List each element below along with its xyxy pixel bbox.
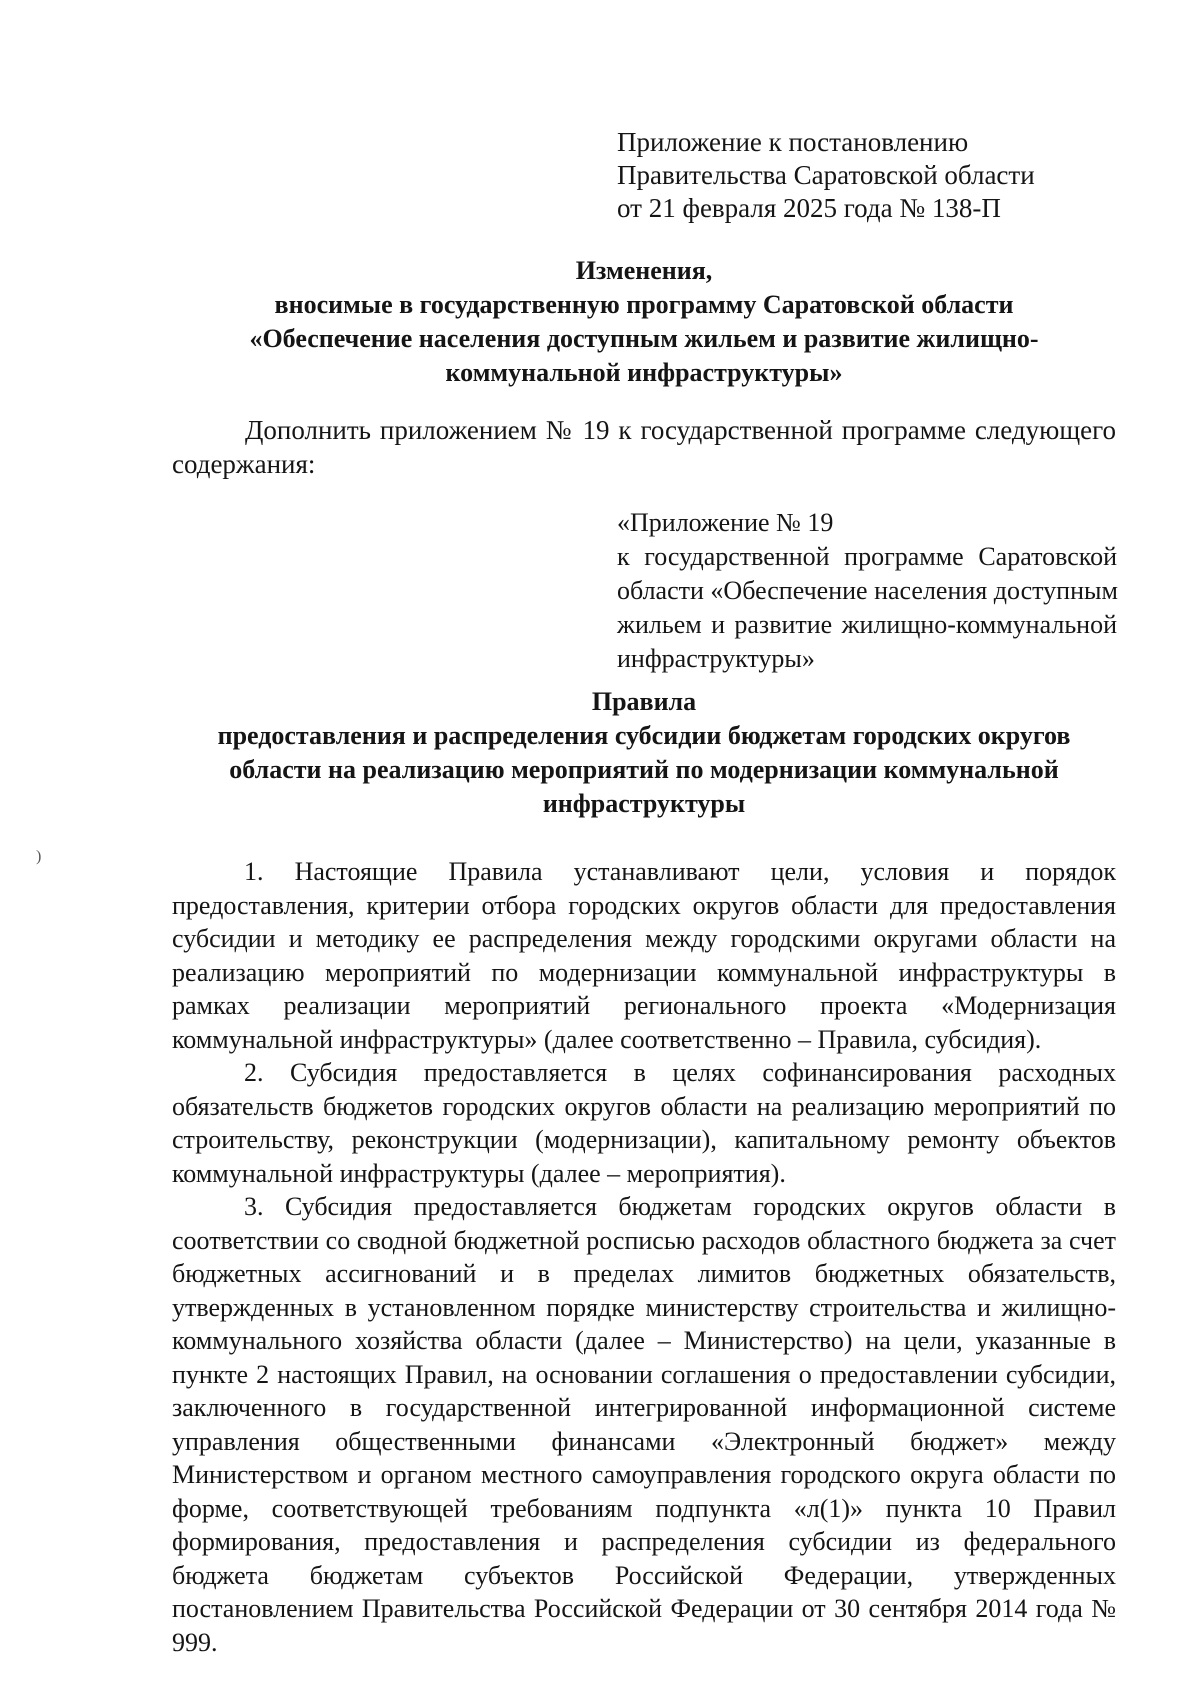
paragraph-3: 3. Субсидия предоставляется бюджетам городских округов области в соответствии со сводной бюджетной росписью расходов областного бюджета за счет бюджетных ассигнований и в пределах лимитов бюджетных обязательств, утвержденных в установленном порядке министерству строительства и жилищно-коммунального хозяйства области (далее – Министерство) на цели, указанные в пункте 2 настоящих Правил, на основании соглашения о предоставлении субсидии, заключенного в государственной интегрированной информационной системе управления общественными финансами «Электронный бюджет» между Министерством и органом местного самоуправления городского округа области по форме, соответствующей требованиям подпункта «л(1)» пункта 10 Правил формирования, предоставления и распределения субсидии из федерального бюджета бюджетам субъектов Российской Федерации, утвержденных постановлением Правительства Российской Федерации от 30 сентября 2014 года № 999.	[172, 1192, 1116, 1657]
header-line: Приложение к постановлению	[617, 127, 969, 157]
margin-mark: )	[36, 848, 42, 865]
paragraph-2: 2. Субсидия предоставляется в целях софинансирования расходных обязательств бюджетов городских округов области на реализацию мероприятий по строительству, реконструкции (модернизации), капитальному ремонту объектов коммунальной инфраструктуры (далее – мероприятия).	[172, 1058, 1116, 1188]
title-line: «Обеспечение населения доступным жильем и развитие жилищно-	[249, 324, 1039, 353]
paragraph-1: 1. Настоящие Правила устанавливают цели, условия и порядок предоставления, критерии отбора городских округов области для предоставления субсидии и методику ее распределения между городскими округами области на реализацию мероприятий по модернизации коммунальной инфраструктуры в рамках реализации мероприятий регионального проекта «Модернизация коммунальной инфраструктуры» (далее соответственно – Правила, субсидия).	[172, 857, 1116, 1054]
title-line: Изменения,	[575, 256, 713, 285]
header-line: от 21 февраля 2025 года № 138-П	[617, 193, 1001, 223]
rules-title	[172, 685, 1116, 821]
title-line: инфраструктуры	[542, 789, 746, 818]
header-line: Правительства Саратовской области	[617, 160, 1035, 190]
annex-line: к государственной программе Саратовской	[617, 542, 1117, 571]
annex-reference	[617, 506, 1117, 676]
annex-line: «Приложение № 19	[617, 508, 834, 537]
annex-line: жильем и развитие жилищно-коммунальной	[617, 610, 1117, 639]
title-line: коммунальной инфраструктуры»	[445, 358, 843, 387]
changes-title	[172, 254, 1116, 390]
title-line: вносимые в государственную программу Саратовской области	[274, 290, 1014, 319]
intro-paragraph: Дополнить приложением № 19 к государственной программе следующего содержания:	[172, 415, 1116, 479]
annex-line: инфраструктуры»	[617, 644, 815, 673]
annex-line: области «Обеспечение населения доступным	[617, 576, 1118, 605]
rules-body	[172, 855, 1116, 1659]
title-line: Правила	[591, 687, 697, 716]
title-line: предоставления и распределения субсидии бюджетам городских округов	[217, 721, 1071, 750]
resolution-reference	[617, 126, 1035, 225]
title-line: области на реализацию мероприятий по модернизации коммунальной	[229, 755, 1059, 784]
